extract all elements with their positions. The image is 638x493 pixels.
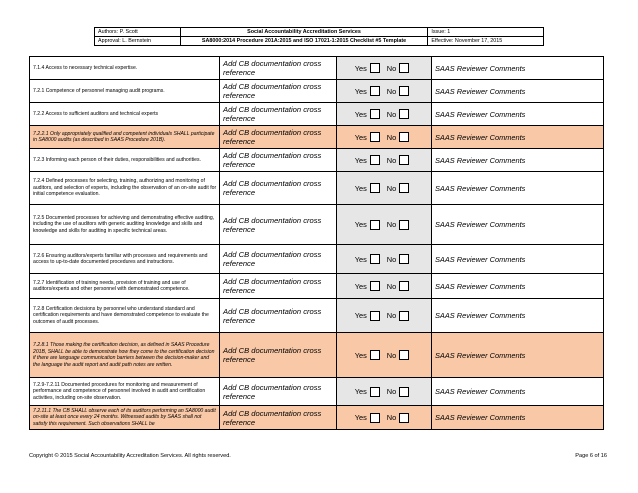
checklist-row [30, 274, 604, 299]
yes-checkbox[interactable] [370, 132, 380, 142]
requirement-text: 7.2.4 Defined processes for selecting, training, authorizing and monitoring of auditors, and selection of experts, including the observation of an on-site audit for initial competence evaluation. [30, 172, 220, 205]
yes-checkbox[interactable] [370, 63, 380, 73]
no-label: No [386, 281, 397, 291]
checklist-row [30, 205, 604, 245]
yes-no-cell [337, 172, 432, 205]
reviewer-comments-field[interactable]: SAAS Reviewer Comments [432, 333, 604, 378]
yes-checkbox[interactable] [370, 86, 380, 96]
checklist-row [30, 333, 604, 378]
requirement-text: 7.2.8.1 Those making the certification decision, as defined in SAAS Procedure 201B, SHALL be able to demonstrate how they come to the certification decision if there are language communication barriers between the decision-maker and the language the audit report and audit path notes are written. [30, 333, 220, 378]
no-checkbox[interactable] [399, 132, 409, 142]
checklist-row [30, 172, 604, 205]
reviewer-comments-field[interactable]: SAAS Reviewer Comments [432, 299, 604, 333]
org-title: Social Accountability Accreditation Services [180, 28, 428, 37]
cb-reference-field[interactable]: Add CB documentation cross reference [220, 205, 337, 245]
reviewer-comments-field[interactable]: SAAS Reviewer Comments [432, 57, 604, 80]
authors-cell: Authors: P. Scott [95, 28, 181, 37]
requirement-text: 7.2.5 Documented processes for achieving and demonstrating effective auditing, including the use of auditors with generic auditing knowledge and skills and knowledge and skills for auditing in specific technical areas. [30, 205, 220, 245]
no-checkbox[interactable] [399, 109, 409, 119]
reviewer-comments-field[interactable]: SAAS Reviewer Comments [432, 103, 604, 126]
yes-label: Yes [354, 311, 367, 320]
requirement-text: 7.1.4 Access to necessary technical expertise. [30, 57, 220, 80]
reviewer-comments-field[interactable]: SAAS Reviewer Comments [432, 245, 604, 274]
yes-label: Yes [354, 350, 367, 360]
no-label: No [386, 109, 397, 119]
yes-label: Yes [354, 109, 367, 119]
yes-no-cell [337, 57, 432, 80]
checklist-row [30, 245, 604, 274]
yes-label: Yes [354, 155, 367, 165]
yes-no-cell [337, 80, 432, 103]
no-checkbox[interactable] [399, 350, 409, 360]
cb-reference-field[interactable]: Add CB documentation cross reference [220, 245, 337, 274]
yes-no-cell [337, 103, 432, 126]
yes-label: Yes [354, 63, 367, 73]
yes-no-cell [337, 245, 432, 274]
cb-reference-field[interactable]: Add CB documentation cross reference [220, 406, 337, 430]
yes-checkbox[interactable] [370, 220, 380, 230]
approval-cell: Approval: L. Bernstein [95, 37, 181, 46]
no-label: No [386, 413, 397, 422]
yes-no-cell [337, 299, 432, 333]
checklist-table [29, 56, 604, 430]
yes-checkbox[interactable] [370, 155, 380, 165]
yes-label: Yes [354, 387, 367, 396]
requirement-text: 7.2.2 Access to sufficient auditors and technical experts [30, 103, 220, 126]
document-header [94, 27, 544, 46]
page-number: Page 6 of 16 [575, 453, 607, 459]
no-checkbox[interactable] [399, 413, 409, 423]
checklist-row [30, 80, 604, 103]
cb-reference-field[interactable]: Add CB documentation cross reference [220, 333, 337, 378]
requirement-text: 7.2.8 Certification decisions by personnel who understand standard and certification requirements and have demonstrated competence to evaluate the outcomes of audit processes. [30, 299, 220, 333]
cb-reference-field[interactable]: Add CB documentation cross reference [220, 80, 337, 103]
cb-reference-field[interactable]: Add CB documentation cross reference [220, 57, 337, 80]
no-checkbox[interactable] [399, 183, 409, 193]
copyright-notice: Copyright © 2015 Social Accountability Accreditation Services. All rights reserved. [29, 453, 231, 459]
cb-reference-field[interactable]: Add CB documentation cross reference [220, 299, 337, 333]
yes-no-cell [337, 126, 432, 149]
cb-reference-field[interactable]: Add CB documentation cross reference [220, 149, 337, 172]
yes-label: Yes [354, 132, 367, 142]
no-checkbox[interactable] [399, 254, 409, 264]
yes-no-cell [337, 149, 432, 172]
yes-checkbox[interactable] [370, 254, 380, 264]
requirement-text: 7.2.3 Informing each person of their duties, responsibilities and authorities. [30, 149, 220, 172]
yes-label: Yes [354, 86, 367, 96]
reviewer-comments-field[interactable]: SAAS Reviewer Comments [432, 149, 604, 172]
yes-label: Yes [354, 220, 367, 229]
checklist-row [30, 103, 604, 126]
reviewer-comments-field[interactable]: SAAS Reviewer Comments [432, 205, 604, 245]
no-checkbox[interactable] [399, 387, 409, 397]
yes-checkbox[interactable] [370, 311, 380, 321]
no-checkbox[interactable] [399, 281, 409, 291]
cb-reference-field[interactable]: Add CB documentation cross reference [220, 274, 337, 299]
checklist-row [30, 149, 604, 172]
yes-checkbox[interactable] [370, 109, 380, 119]
no-label: No [386, 311, 397, 320]
yes-checkbox[interactable] [370, 281, 380, 291]
no-label: No [386, 350, 397, 360]
cb-reference-field[interactable]: Add CB documentation cross reference [220, 172, 337, 205]
no-checkbox[interactable] [399, 155, 409, 165]
no-checkbox[interactable] [399, 220, 409, 230]
yes-label: Yes [354, 413, 367, 422]
yes-no-cell [337, 406, 432, 430]
no-label: No [386, 86, 397, 96]
no-checkbox[interactable] [399, 86, 409, 96]
no-label: No [386, 183, 397, 193]
requirement-text: 7.2.9-7.2.11 Documented procedures for monitoring and measurement of performance and competence of personnel involved in audit and certification activities, including on-site observation. [30, 378, 220, 406]
yes-no-cell [337, 378, 432, 406]
requirement-text: 7.2.2.1 Only appropriately qualified and competent individuals SHALL participate in SA8000 audits (as described in SAAS Procedure 201B). [30, 126, 220, 149]
requirement-text: 7.2.1 Competence of personnel managing audit programs. [30, 80, 220, 103]
no-label: No [386, 387, 397, 396]
checklist-row [30, 126, 604, 149]
yes-label: Yes [354, 254, 367, 264]
cb-reference-field[interactable]: Add CB documentation cross reference [220, 126, 337, 149]
reviewer-comments-field[interactable]: SAAS Reviewer Comments [432, 406, 604, 430]
yes-checkbox[interactable] [370, 387, 380, 397]
requirement-text: 7.2.11.1 The CB SHALL observe each of its auditors performing an SA8000 audit on-site at least once every 24 months. Witnessed audits by SAAS shall not satisfy this requirement. Such observations SHALL be [30, 406, 220, 430]
reviewer-comments-field[interactable]: SAAS Reviewer Comments [432, 172, 604, 205]
no-label: No [386, 63, 397, 73]
yes-no-cell [337, 274, 432, 299]
yes-label: Yes [354, 183, 367, 193]
no-label: No [386, 132, 397, 142]
cb-reference-field[interactable]: Add CB documentation cross reference [220, 103, 337, 126]
yes-label: Yes [354, 281, 367, 291]
requirement-text: 7.2.7 Identification of training needs, provision of training and use of auditors/experts and other personnel with demonstrated competence. [30, 274, 220, 299]
no-label: No [386, 220, 397, 229]
reviewer-comments-field[interactable]: SAAS Reviewer Comments [432, 126, 604, 149]
effective-date-cell: Effective: November 17, 2015 [428, 37, 544, 46]
reviewer-comments-field[interactable]: SAAS Reviewer Comments [432, 80, 604, 103]
no-checkbox[interactable] [399, 311, 409, 321]
yes-checkbox[interactable] [370, 413, 380, 423]
no-label: No [386, 155, 397, 165]
checklist-row [30, 378, 604, 406]
checklist-row [30, 299, 604, 333]
requirement-text: 7.2.6 Ensuring auditors/experts familiar with processes and requirements and access to up-to-date documented procedures and instructions. [30, 245, 220, 274]
cb-reference-field[interactable]: Add CB documentation cross reference [220, 378, 337, 406]
yes-no-cell [337, 205, 432, 245]
yes-checkbox[interactable] [370, 350, 380, 360]
reviewer-comments-field[interactable]: SAAS Reviewer Comments [432, 274, 604, 299]
reviewer-comments-field[interactable]: SAAS Reviewer Comments [432, 378, 604, 406]
checklist-row [30, 406, 604, 430]
issue-cell: Issue: 1 [428, 28, 544, 37]
checklist-row [30, 57, 604, 80]
document-title: SA8000:2014 Procedure 201A:2015 and ISO 17021-1:2015 Checklist #5 Template [180, 37, 428, 46]
no-checkbox[interactable] [399, 63, 409, 73]
no-label: No [386, 254, 397, 264]
yes-checkbox[interactable] [370, 183, 380, 193]
yes-no-cell [337, 333, 432, 378]
